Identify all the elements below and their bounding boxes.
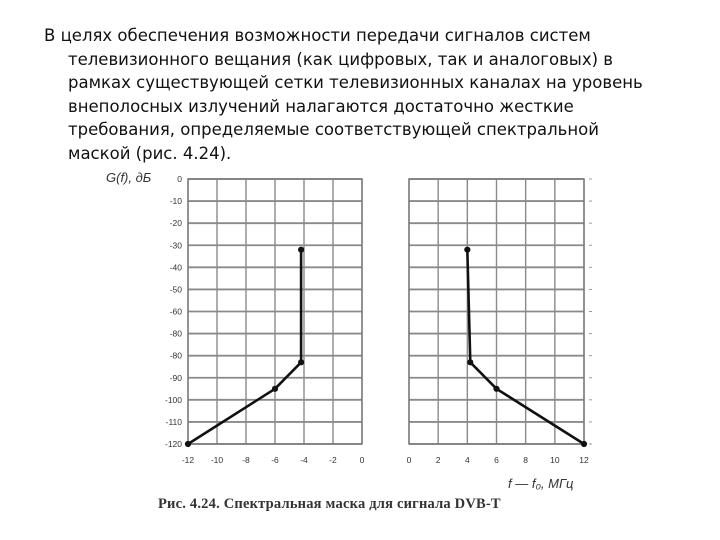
paragraph-line-2: телевизионного вещания (как цифровых, так и аналоговых) в — [68, 49, 613, 69]
x-tick-label: 0 — [359, 455, 365, 465]
mask-line — [188, 250, 301, 444]
x-tick-label: -10 — [210, 455, 224, 465]
mask-point — [464, 247, 470, 253]
y-tick-label: -80 — [169, 350, 182, 361]
x-tick-label: 4 — [464, 455, 470, 465]
figure-caption: Рис. 4.24. Спектральная маска для сигнала DVB-T — [158, 496, 501, 512]
y-tick-label: -90 — [169, 372, 182, 383]
y-tick-label: -20 — [169, 218, 182, 229]
y-tick-label: -40 — [169, 262, 182, 273]
x-tick-label: 12 — [579, 455, 589, 465]
x-tick-label: -8 — [242, 455, 250, 465]
x-tick-label: 6 — [494, 455, 499, 465]
x-tick-label: -12 — [181, 455, 195, 465]
left-chart — [165, 174, 365, 465]
y-axis-label: G(f), дБ — [106, 170, 152, 185]
x-tick-label: -2 — [329, 455, 337, 465]
x-tick-label: -6 — [271, 455, 279, 465]
y-tick-label: -120 — [164, 439, 182, 449]
y-tick-label: -110 — [165, 416, 182, 427]
paragraph-line-1: В целях обеспечения возможности передачи сигналов систем — [44, 26, 591, 45]
y-tick-label: 0 — [177, 174, 182, 184]
y-tick-label: -100 — [164, 394, 182, 405]
x-tick-label: 8 — [523, 455, 529, 465]
mask-point — [272, 386, 278, 392]
mask-point — [298, 247, 304, 253]
paragraph-line-4: внеполосных излучений налагаются достаточно жесткие — [68, 96, 574, 116]
x-tick-label: 0 — [406, 455, 412, 465]
y-tick-label: -60 — [169, 306, 182, 317]
mask-point — [298, 359, 304, 365]
paragraph-line-3: рамках существующей сетки телевизионных каналах на уровень — [68, 73, 643, 92]
x-tick-label: 10 — [550, 455, 560, 465]
y-tick-label: -10 — [169, 196, 182, 207]
paragraph-line-6: маской (рис. 4.24). — [68, 143, 232, 163]
x-axis-label: f — f₀, МГц — [508, 476, 574, 491]
right-chart — [407, 179, 592, 465]
paragraph-line-5: требования, определяемые соответствующей спектральной — [68, 120, 599, 139]
x-tick-label: 2 — [435, 455, 441, 465]
y-tick-label: -80 — [169, 328, 182, 339]
x-tick-label: -4 — [300, 455, 308, 465]
y-tick-label: -50 — [169, 284, 182, 295]
y-tick-label: -30 — [169, 240, 182, 251]
mask-point — [185, 441, 191, 447]
mask-point — [467, 359, 473, 365]
mask-point — [493, 386, 499, 392]
mask-point — [581, 441, 587, 447]
